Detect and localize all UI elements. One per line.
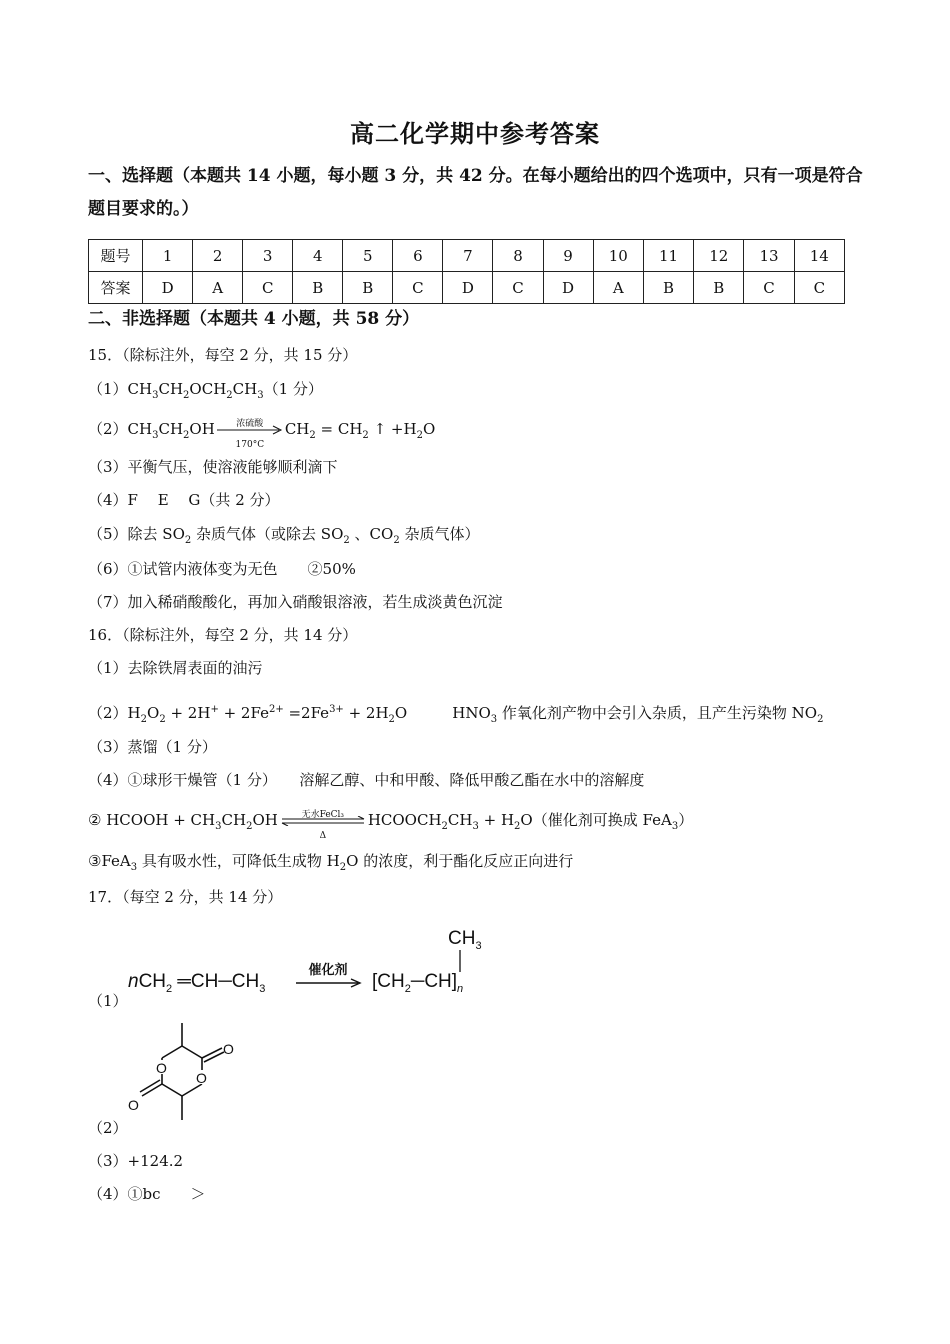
methyl-group-formula: $CH_3$	[448, 928, 482, 952]
bond-line-icon	[458, 950, 462, 972]
q17-part3: （3）+124.2	[88, 1152, 184, 1170]
table-cell: 12	[694, 240, 744, 272]
q16-part6: ③FeA$_3$ 具有吸水性，可降低生成物 $H_2O$ 的浓度，利于酯化反应正向进行	[88, 852, 574, 873]
q15-part3: （3）平衡气压，使溶液能够顺利滴下	[88, 458, 338, 476]
q15-heading: 15．（除标注外，每空 2 分，共 15 分）	[88, 346, 358, 364]
table-cell: 8	[493, 240, 543, 272]
reaction-arrow-icon: 浓硫酸 170°C	[217, 423, 283, 437]
q15-part7: （7）加入稀硝酸酸化，再加入硝酸银溶液，若生成淡黄色沉淀	[88, 593, 503, 611]
table-cell: C	[493, 272, 543, 304]
section2-heading: 二、非选择题（本题共 4 小题，共 58 分）	[88, 309, 420, 329]
table-cell: 10	[593, 240, 643, 272]
table-cell: D	[543, 272, 593, 304]
table-cell: B	[694, 272, 744, 304]
table-cell: 11	[643, 240, 693, 272]
q15-part6: （6）①试管内液体变为无色 ②50%	[88, 560, 356, 578]
table-header-cell: 题号	[89, 240, 143, 272]
polymerization-equation	[128, 926, 508, 996]
table-cell: B	[343, 272, 393, 304]
svg-text:O: O	[156, 1060, 167, 1076]
polypropylene-formula: $[CH_2─CH]_n$	[372, 971, 464, 995]
svg-text:O: O	[196, 1070, 207, 1086]
q15-part5: （5）除去 $SO_2$ 杂质气体（或除去 $SO_2$ 、$CO_2$ 杂质气体）	[88, 525, 480, 546]
table-cell: C	[744, 272, 794, 304]
table-cell: D	[443, 272, 493, 304]
answer-table	[88, 239, 845, 304]
lactide-structure-icon	[120, 1016, 250, 1136]
table-cell: 2	[193, 240, 243, 272]
table-row-answers	[89, 272, 845, 304]
table-cell: D	[143, 272, 193, 304]
reaction-arrow-icon	[296, 978, 362, 988]
q15-part2: $(2)CH_3CH_2OH$ 浓硫酸 170°C $CH_2 = CH_2$ ↑ $+H_2O$	[88, 419, 436, 450]
q17-part2-label: （2）	[88, 1119, 128, 1137]
q17-heading: 17．（每空 2 分，共 14 分）	[88, 888, 283, 906]
table-cell: 3	[243, 240, 293, 272]
page-title: 高二化学期中参考答案	[350, 119, 600, 148]
table-cell: A	[193, 272, 243, 304]
table-cell: 1	[143, 240, 193, 272]
equilibrium-arrow-icon: 无水FeCl₃ Δ	[280, 814, 366, 828]
q17-part1-label: （1）	[88, 992, 128, 1010]
q16-part2: $(2)H_2O_2 + 2H^+ + 2Fe^{2+} =2Fe^{3+} + 2H_2O$ $HNO_3$ 作氧化剂产物中会引入杂质，且产生污染物 $NO_2$	[88, 704, 824, 725]
q17-part4: （4）①bc ＞	[88, 1185, 206, 1203]
q15-part1: $(1)CH_3CH_2OCH_2CH_3(1$ 分）	[88, 380, 323, 401]
table-cell: C	[794, 272, 844, 304]
table-cell: C	[243, 272, 293, 304]
table-cell: C	[393, 272, 443, 304]
svg-text:O: O	[128, 1097, 139, 1113]
q16-part1: （1）去除铁屑表面的油污	[88, 659, 263, 677]
table-cell: 6	[393, 240, 443, 272]
table-cell: 9	[543, 240, 593, 272]
table-cell: 7	[443, 240, 493, 272]
table-cell: 5	[343, 240, 393, 272]
table-header-cell: 答案	[89, 272, 143, 304]
propene-formula: nCH$_2$ $═CH─CH_3$	[128, 971, 266, 995]
table-cell: 4	[293, 240, 343, 272]
q15-part4: （4）F E G（共 2 分）	[88, 491, 280, 509]
q16-heading: 16．（除标注外，每空 2 分，共 14 分）	[88, 626, 358, 644]
table-cell: B	[643, 272, 693, 304]
table-row-numbers	[89, 240, 845, 272]
q16-part5: ② HCOOH + $CH_3CH_2OH$ 无水FeCl₃ Δ $HCOOCH_2CH_3 + H_2O$（催化剂可换成 FeA$_3$）	[88, 810, 694, 841]
table-cell: B	[293, 272, 343, 304]
table-cell: 14	[794, 240, 844, 272]
section1-heading: 一、选择题（本题共 14 小题，每小题 3 分，共 42 分。在每小题给出的四个选项中，只有一项是符合题目要求的。）	[88, 166, 863, 219]
q16-part3: （3）蒸馏（1 分）	[88, 738, 217, 756]
table-cell: A	[593, 272, 643, 304]
svg-text:O: O	[223, 1041, 234, 1057]
catalyst-label: 催化剂	[308, 962, 348, 977]
q16-part4: （4）①球形干燥管（1 分） 溶解乙醇、中和甲酸、降低甲酸乙酯在水中的溶解度	[88, 771, 645, 789]
table-cell: 13	[744, 240, 794, 272]
